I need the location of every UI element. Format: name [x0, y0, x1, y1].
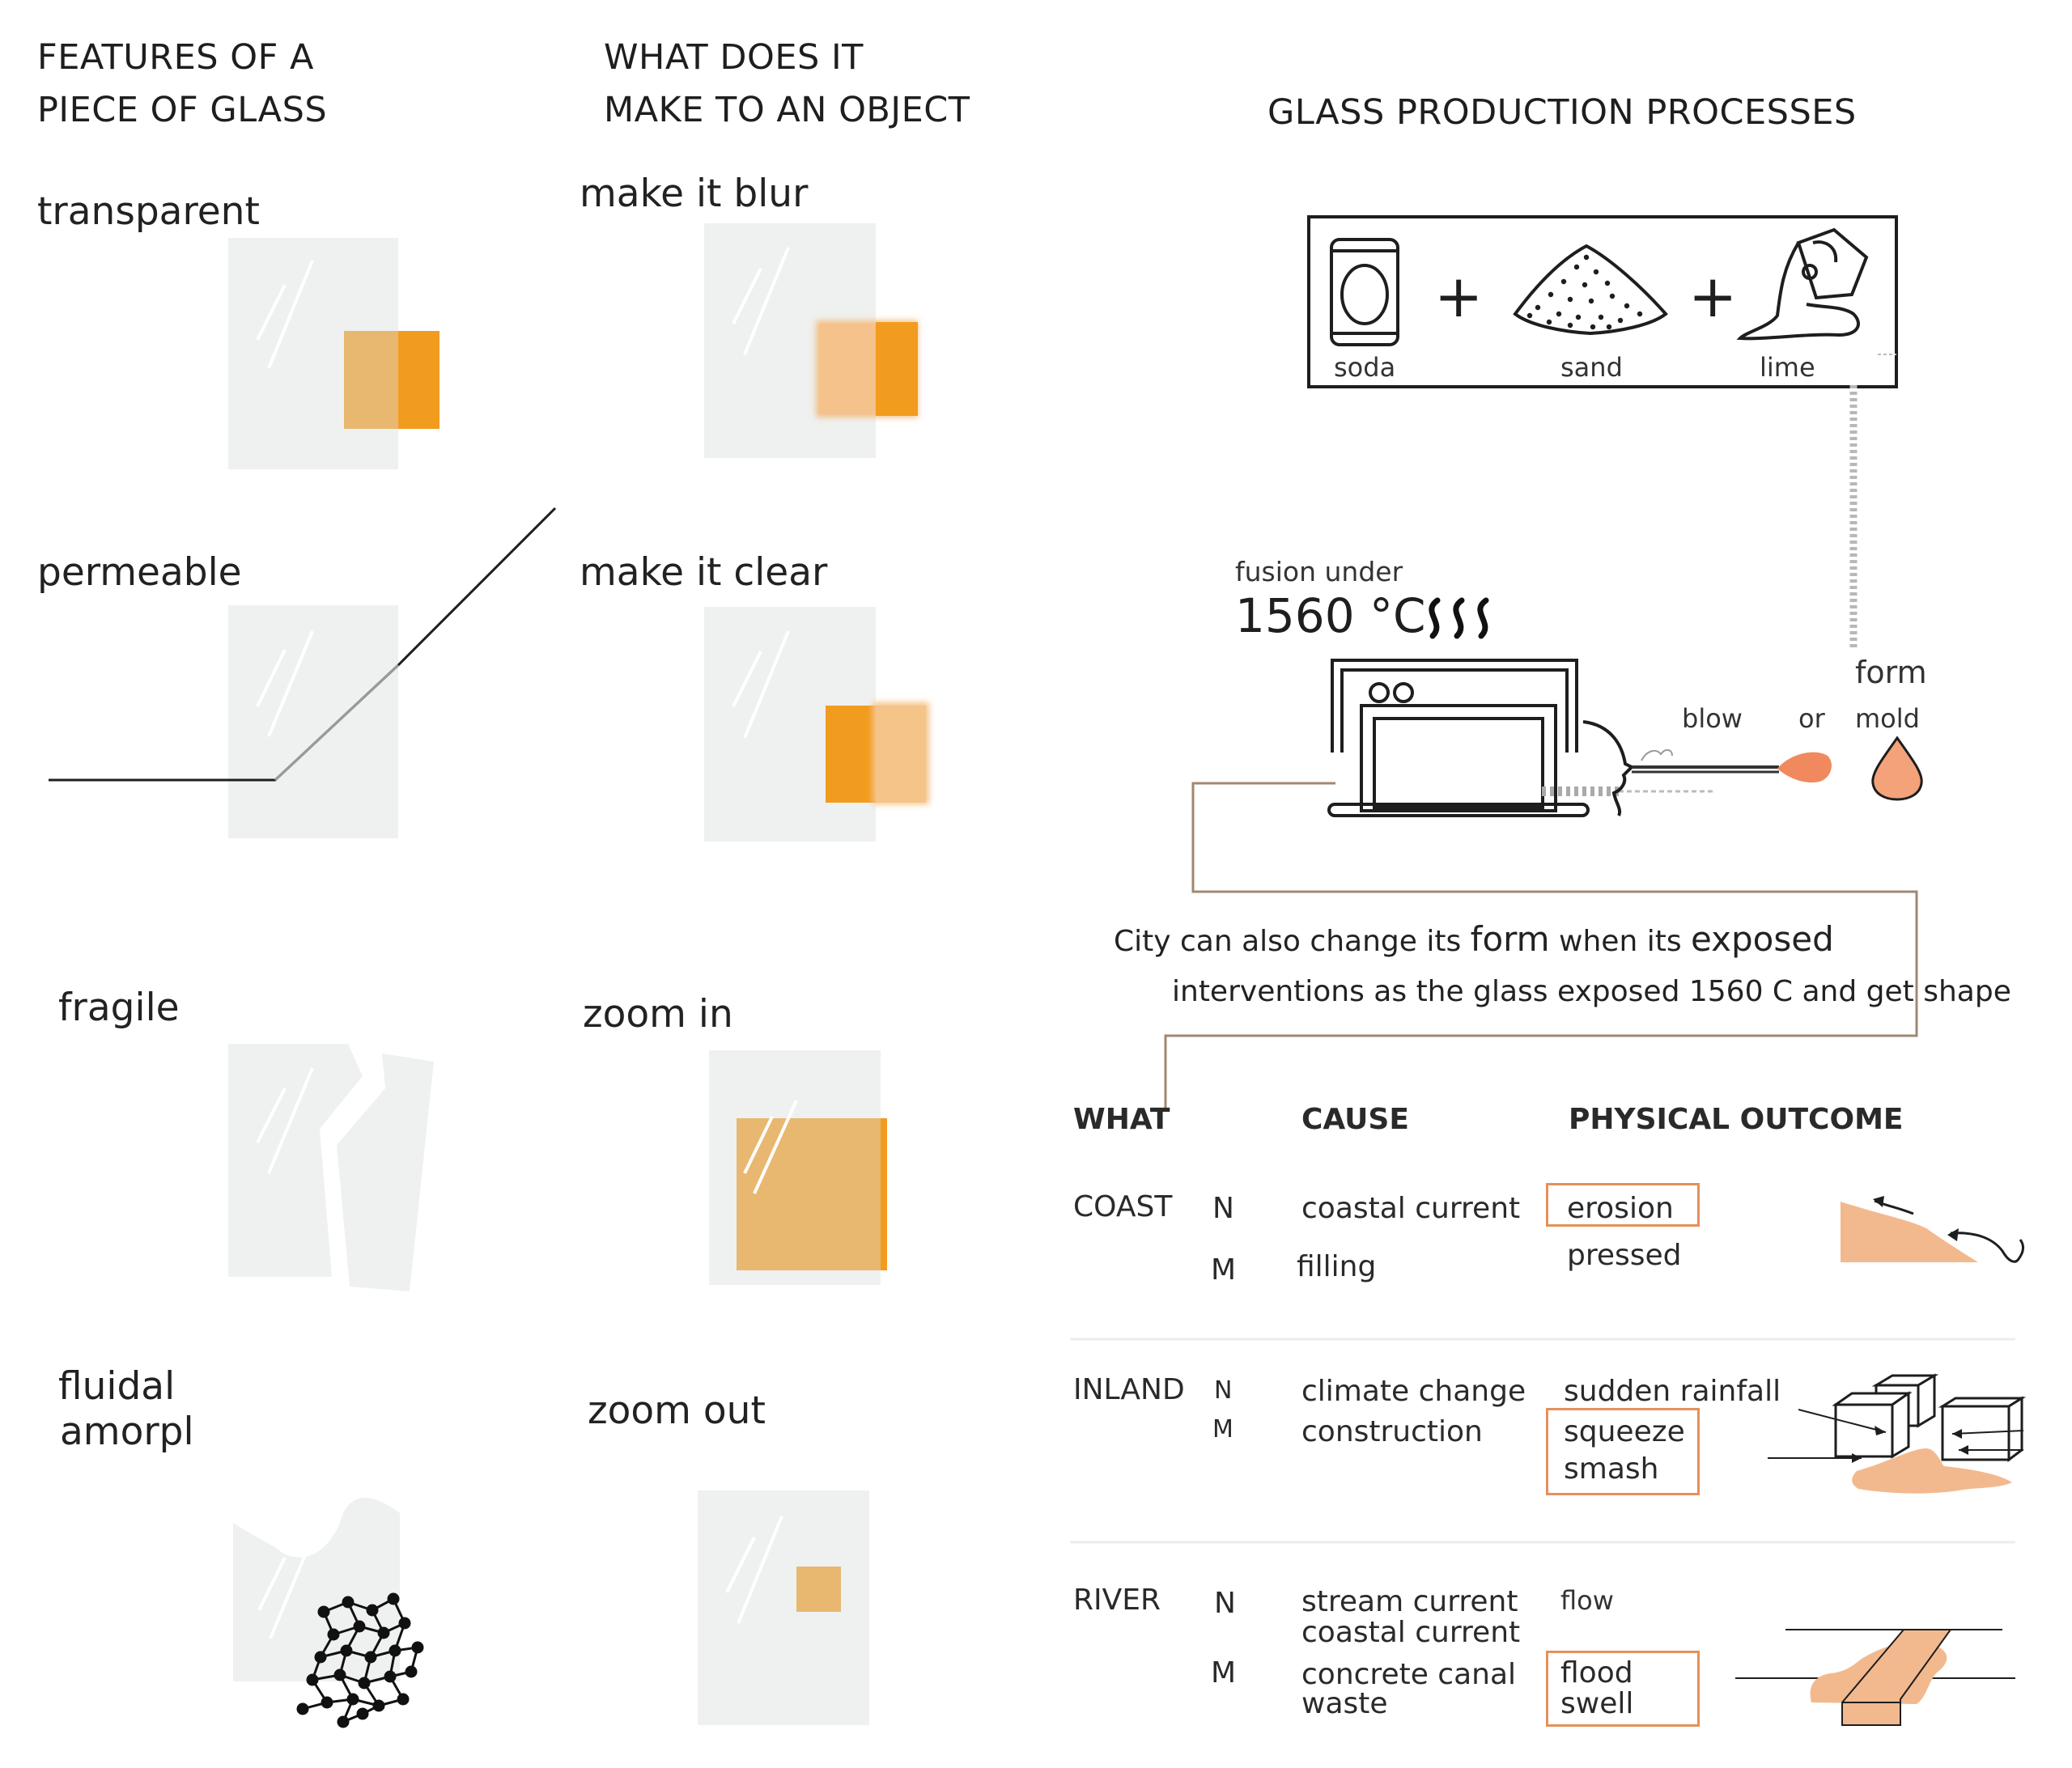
molecule-atom	[388, 1594, 398, 1604]
molecule-atom	[385, 1672, 395, 1681]
ingredient-label-sand: sand	[1560, 352, 1623, 383]
soda-can-icon	[1331, 240, 1398, 345]
sand-grain	[1582, 282, 1587, 287]
sand-grain	[1610, 294, 1615, 299]
table-row-inland-cause-n: climate change	[1301, 1375, 1526, 1408]
features-heading-line2: PIECE OF GLASS	[37, 90, 328, 130]
caption-line1	[1114, 919, 1834, 959]
blown-glass-glob	[1777, 753, 1832, 782]
ingredient-label-lime: lime	[1760, 352, 1815, 383]
clear-illustration	[704, 607, 929, 842]
molecule-atom	[390, 1646, 400, 1656]
shaping-label-mold: mold	[1855, 703, 1920, 734]
molecule-atom	[329, 1630, 338, 1639]
fragile-illustration	[228, 1044, 434, 1291]
fusion-label: fusion under	[1235, 556, 1403, 587]
sand-grain	[1599, 315, 1603, 320]
sand-grain	[1568, 323, 1573, 328]
table-row-river-outcome-1: flow	[1560, 1585, 1614, 1616]
caption-text: when its	[1549, 925, 1692, 958]
molecule-atom	[343, 1597, 353, 1607]
caption-text: City can also change its	[1114, 925, 1471, 958]
molecule-atom	[335, 1670, 345, 1680]
plus-sign: +	[1688, 262, 1738, 330]
sand-grain	[1547, 320, 1552, 324]
river-illustration	[1735, 1630, 2015, 1725]
fluidal-illustration	[233, 1498, 422, 1727]
mold-drop-icon	[1873, 738, 1921, 799]
table-row-inland-n: N	[1214, 1376, 1233, 1405]
effect-label-blur: make it blur	[580, 172, 809, 216]
sand-grain	[1590, 324, 1595, 329]
blur-illustration	[704, 223, 918, 458]
heat-waves-icon	[1432, 600, 1486, 636]
sand-grain	[1527, 313, 1532, 318]
molecule-atom	[359, 1678, 369, 1688]
sand-grain	[1576, 315, 1581, 320]
sand-grain	[1624, 303, 1629, 308]
molecule-atom	[358, 1709, 367, 1719]
inland-illustration	[1768, 1376, 2023, 1494]
sand-grain	[1556, 312, 1561, 316]
sand-grain	[1589, 299, 1594, 303]
sand-grain	[1574, 265, 1579, 269]
molecule-atom	[413, 1643, 422, 1652]
sand-grain	[1607, 324, 1611, 329]
molecule-atom	[338, 1717, 348, 1727]
table-row-coast-m: M	[1211, 1253, 1237, 1287]
caption-emphasis-form: form	[1470, 919, 1550, 959]
table-row-river-cause-n: stream current	[1301, 1585, 1518, 1618]
feature-label-fragile: fragile	[58, 986, 180, 1030]
table-row-coast-n: N	[1212, 1192, 1234, 1225]
lime-bucket-icon	[1740, 230, 1866, 338]
sand-grain	[1605, 281, 1610, 286]
molecule-atom	[308, 1675, 317, 1685]
molecule-atom	[322, 1698, 332, 1707]
molecule-atom	[374, 1701, 384, 1711]
sand-grain	[1618, 318, 1623, 323]
effect-label-zoom-in: zoom in	[583, 992, 733, 1037]
molecule-atom	[406, 1667, 416, 1677]
sand-grain	[1584, 255, 1589, 260]
table-row-coast-cause-m: filling	[1297, 1250, 1377, 1283]
table-row-inland-cause-m: construction	[1301, 1415, 1483, 1448]
table-row-river-cause-m: concrete canal	[1301, 1658, 1517, 1691]
coast-illustration	[1841, 1196, 2023, 1262]
table-row-inland-outcome-3: smash	[1564, 1452, 1659, 1486]
table-row-river-outcome-2: flood	[1560, 1656, 1633, 1690]
processes-heading: GLASS PRODUCTION PROCESSES	[1267, 92, 1857, 133]
molecule-atom	[379, 1628, 388, 1638]
sand-grain	[1594, 269, 1599, 274]
table-row-coast-outcome-2: pressed	[1567, 1239, 1682, 1272]
table-row-inland-what: INLAND	[1073, 1373, 1185, 1406]
sand-grain	[1561, 279, 1566, 284]
table-row-coast-outcome-1: erosion	[1567, 1192, 1674, 1225]
effects-heading-line1: WHAT DOES IT	[604, 37, 864, 78]
sand-grain	[1637, 312, 1642, 316]
feature-label-amorphous: amorpl	[60, 1410, 194, 1454]
table-row-river-cause-m2: waste	[1301, 1687, 1388, 1720]
effects-heading-line2: MAKE TO AN OBJECT	[604, 90, 970, 130]
shaping-label-form: form	[1855, 655, 1927, 690]
zoom-out-illustration	[698, 1490, 869, 1725]
table-row-river-m: M	[1211, 1656, 1237, 1690]
ingredient-label-soda: soda	[1334, 352, 1396, 383]
table-row-river-cause-n2: coastal current	[1301, 1616, 1521, 1649]
effect-label-zoom-out: zoom out	[588, 1389, 766, 1433]
table-row-river-what: RIVER	[1073, 1584, 1161, 1617]
table-row-coast-cause-n: coastal current	[1301, 1192, 1521, 1225]
table-row-coast-what: COAST	[1073, 1190, 1173, 1223]
feature-label-transparent: transparent	[37, 189, 260, 234]
effect-label-clear: make it clear	[580, 550, 828, 595]
molecule-atom	[316, 1652, 325, 1662]
molecule-atom	[398, 1694, 408, 1704]
sand-grain	[1535, 305, 1540, 310]
transparent-illustration	[228, 238, 439, 469]
caption-emphasis-exposed: exposed	[1691, 919, 1834, 959]
feature-label-fluidal: fluidal	[58, 1364, 176, 1409]
table-header-outcome: PHYSICAL OUTCOME	[1569, 1103, 1904, 1136]
table-header-what: WHAT	[1073, 1103, 1170, 1136]
molecule-atom	[366, 1652, 376, 1662]
table-row-river-outcome-3: swell	[1560, 1687, 1634, 1720]
features-heading-line1: FEATURES OF A	[37, 37, 314, 78]
glassblower-icon	[1583, 722, 1779, 816]
fusion-temperature: 1560 °C	[1235, 588, 1426, 643]
table-row-inland-outcome-1: sudden rainfall	[1564, 1375, 1781, 1408]
sand-grain	[1548, 292, 1553, 297]
oven-icon	[1329, 660, 1588, 816]
molecule-atom	[400, 1618, 410, 1628]
molecule-atom	[319, 1607, 329, 1617]
molecule-atom	[355, 1622, 364, 1631]
sand-grain	[1568, 297, 1573, 302]
molecule-atom	[367, 1605, 377, 1615]
caption-line2: interventions as the glass exposed 1560 C and get shape	[1172, 975, 2011, 1008]
table-header-cause: CAUSE	[1301, 1103, 1409, 1136]
shaping-label-blow: blow	[1682, 703, 1743, 734]
molecule-atom	[348, 1694, 358, 1704]
table-row-inland-outcome-2: squeeze	[1564, 1415, 1685, 1448]
shaping-label-or: or	[1798, 703, 1825, 734]
molecule-atom	[298, 1704, 308, 1714]
sand-pile-icon	[1515, 246, 1666, 333]
table-row-river-n: N	[1214, 1587, 1236, 1620]
zoom-in-illustration	[709, 1050, 887, 1285]
molecule-atom	[342, 1646, 351, 1656]
table-row-inland-m: M	[1212, 1415, 1233, 1444]
feature-label-permeable: permeable	[37, 550, 242, 595]
plus-sign: +	[1434, 262, 1484, 330]
